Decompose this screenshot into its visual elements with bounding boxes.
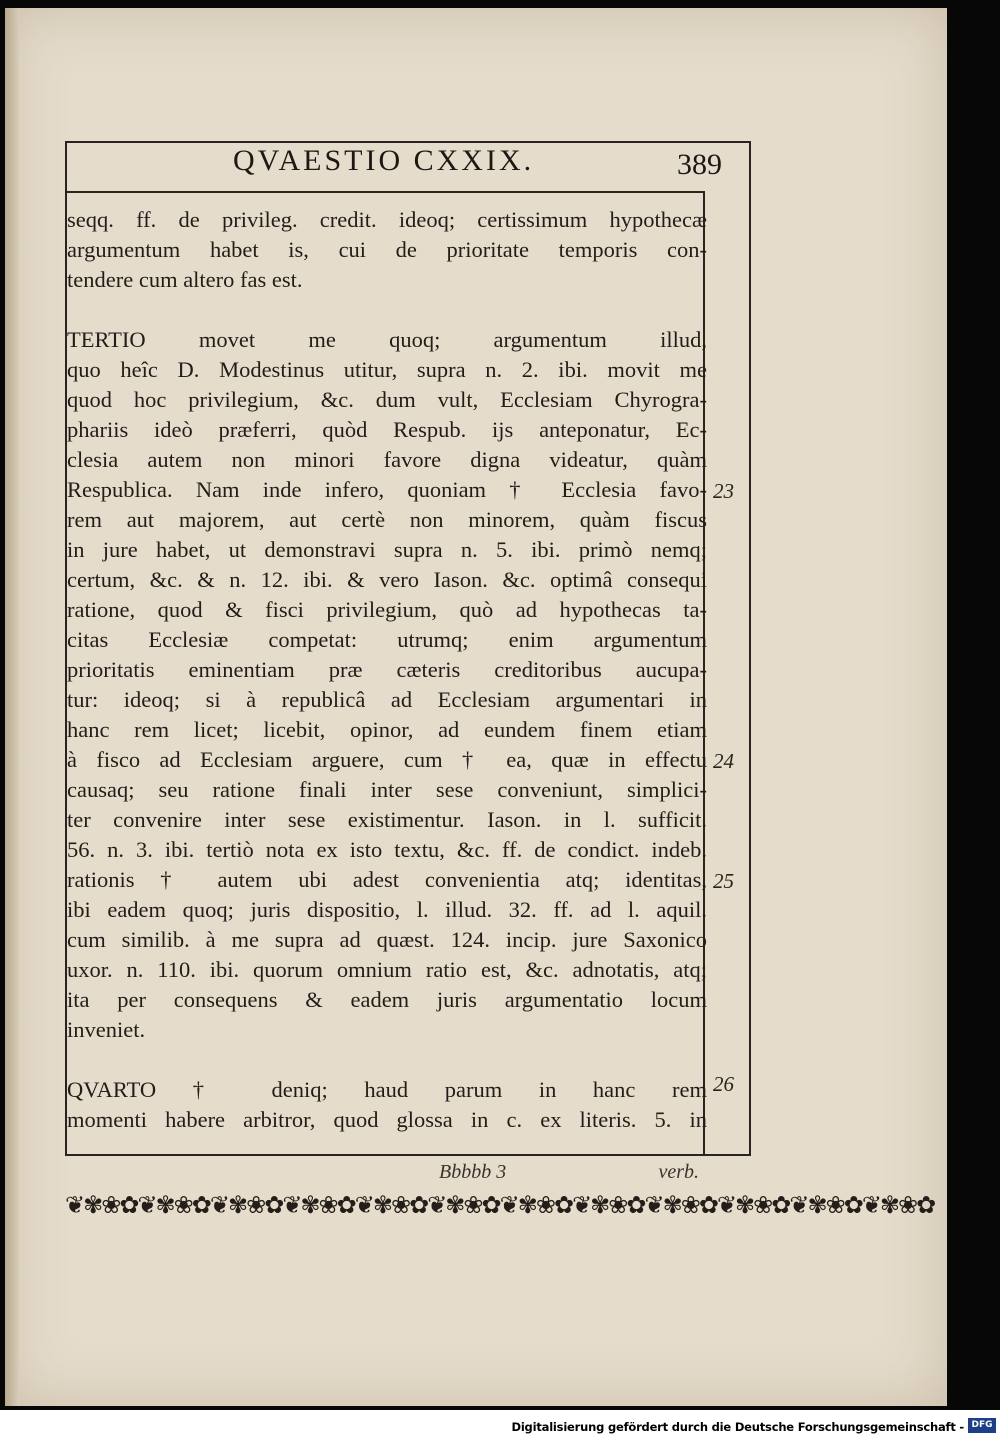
dfg-logo-icon: DFG (968, 1418, 996, 1433)
text-line: rationis † autem ubi adest convenientia atq; identitas, (67, 867, 707, 892)
text-line: cum similib. à me supra ad quæst. 124. incip. jure Saxonico (67, 927, 707, 952)
header-underline (65, 191, 705, 193)
text-line: prioritatis eminentiam præ cæteris creditoribus aucupa- (67, 657, 707, 682)
text-line: quod hoc privilegium, &c. dum vult, Ecclesiam Chyrogra- (67, 387, 707, 412)
text-line: argumentum habet is, cui de prioritate temporis con- (67, 237, 707, 262)
signature-mark: Bbbbb 3 (439, 1161, 507, 1183)
margin-note: 24 (713, 749, 734, 773)
text-line: Respublica. Nam inde infero, quoniam † Ecclesia favo- (67, 477, 707, 502)
digitization-footer (0, 1410, 1000, 1443)
text-line: seqq. ff. de privileg. credit. ideoq; certissimum hypothecæ (67, 207, 707, 232)
margin-note: 23 (713, 479, 734, 503)
page-number: 389 (677, 148, 722, 181)
margin-note: 26 (713, 1072, 734, 1096)
header-rule (65, 141, 751, 143)
text-line: certum, &c. & n. 12. ibi. & vero Iason. &c. optimâ consequi (67, 567, 707, 592)
running-title: QVAESTIO CXXIX. (233, 144, 535, 177)
text-line: phariis ideò præferri, quòd Respub. ijs anteponatur, Ec- (67, 417, 707, 442)
text-line: à fisco ad Ecclesiam arguere, cum † ea, quæ in effectu (67, 747, 707, 772)
ornament-border: ❦✾❀✿❦✾❀✿❦✾❀✿❦✾❀✿❦✾❀✿❦✾❀✿❦✾❀✿❦✾❀✿❦✾❀✿❦✾❀✿❦✾❀✿❦✾❀✿ (65, 1193, 935, 1219)
text-line: ita per consequens & eadem juris argumentatio locum (67, 987, 707, 1012)
text-line: QVARTO † deniq; haud parum in hanc rem (67, 1077, 707, 1102)
footer-credit: Digitalisierung gefördert durch die Deutsche Forschungsgemeinschaft - (511, 1420, 964, 1434)
book-page (5, 8, 947, 1406)
text-line: ter convenire inter sese existimentur. Iason. in l. sufficit. (67, 807, 707, 832)
text-line: rem aut majorem, aut certè non minorem, quàm fiscus (67, 507, 707, 532)
right-border-rule (749, 141, 751, 1156)
text-line: uxor. n. 110. ibi. quorum omnium ratio est, &c. adnotatis, atq; (67, 957, 707, 982)
text-line: citas Ecclesiæ competat: utrumq; enim argumentum (67, 627, 707, 652)
text-line: inveniet. (67, 1017, 146, 1042)
text-line: causaq; seu ratione finali inter sese conveniunt, simplici- (67, 777, 707, 802)
text-line: hanc rem licet; licebit, opinor, ad eundem finem etiam (67, 717, 707, 742)
text-line: quo heîc D. Modestinus utitur, supra n. 2. ibi. movit me (67, 357, 707, 382)
margin-note: 25 (713, 869, 734, 893)
text-line: in jure habet, ut demonstravi supra n. 5. ibi. primò nemq; (67, 537, 707, 562)
catchword: verb. (658, 1161, 699, 1183)
page-binding-edge (5, 8, 19, 1406)
text-line: TERTIO movet me quoq; argumentum illud, (67, 327, 707, 352)
text-line: 56. n. 3. ibi. tertiò nota ex isto textu, &c. ff. de condict. indeb. (67, 837, 707, 862)
text-line: ibi eadem quoq; juris dispositio, l. illud. 32. ff. ad l. aquil. (67, 897, 707, 922)
text-line: tur: ideoq; si à republicâ ad Ecclesiam argumentari in (67, 687, 707, 712)
text-line: clesia autem non minori favore digna videatur, quàm (67, 447, 707, 472)
text-line: tendere cum altero fas est. (67, 267, 303, 292)
footer-rule (65, 1154, 751, 1156)
text-line: ratione, quod & fisci privilegium, quò ad hypothecas ta- (67, 597, 707, 622)
text-line: momenti habere arbitror, quod glossa in c. ex literis. 5. in (67, 1107, 707, 1132)
